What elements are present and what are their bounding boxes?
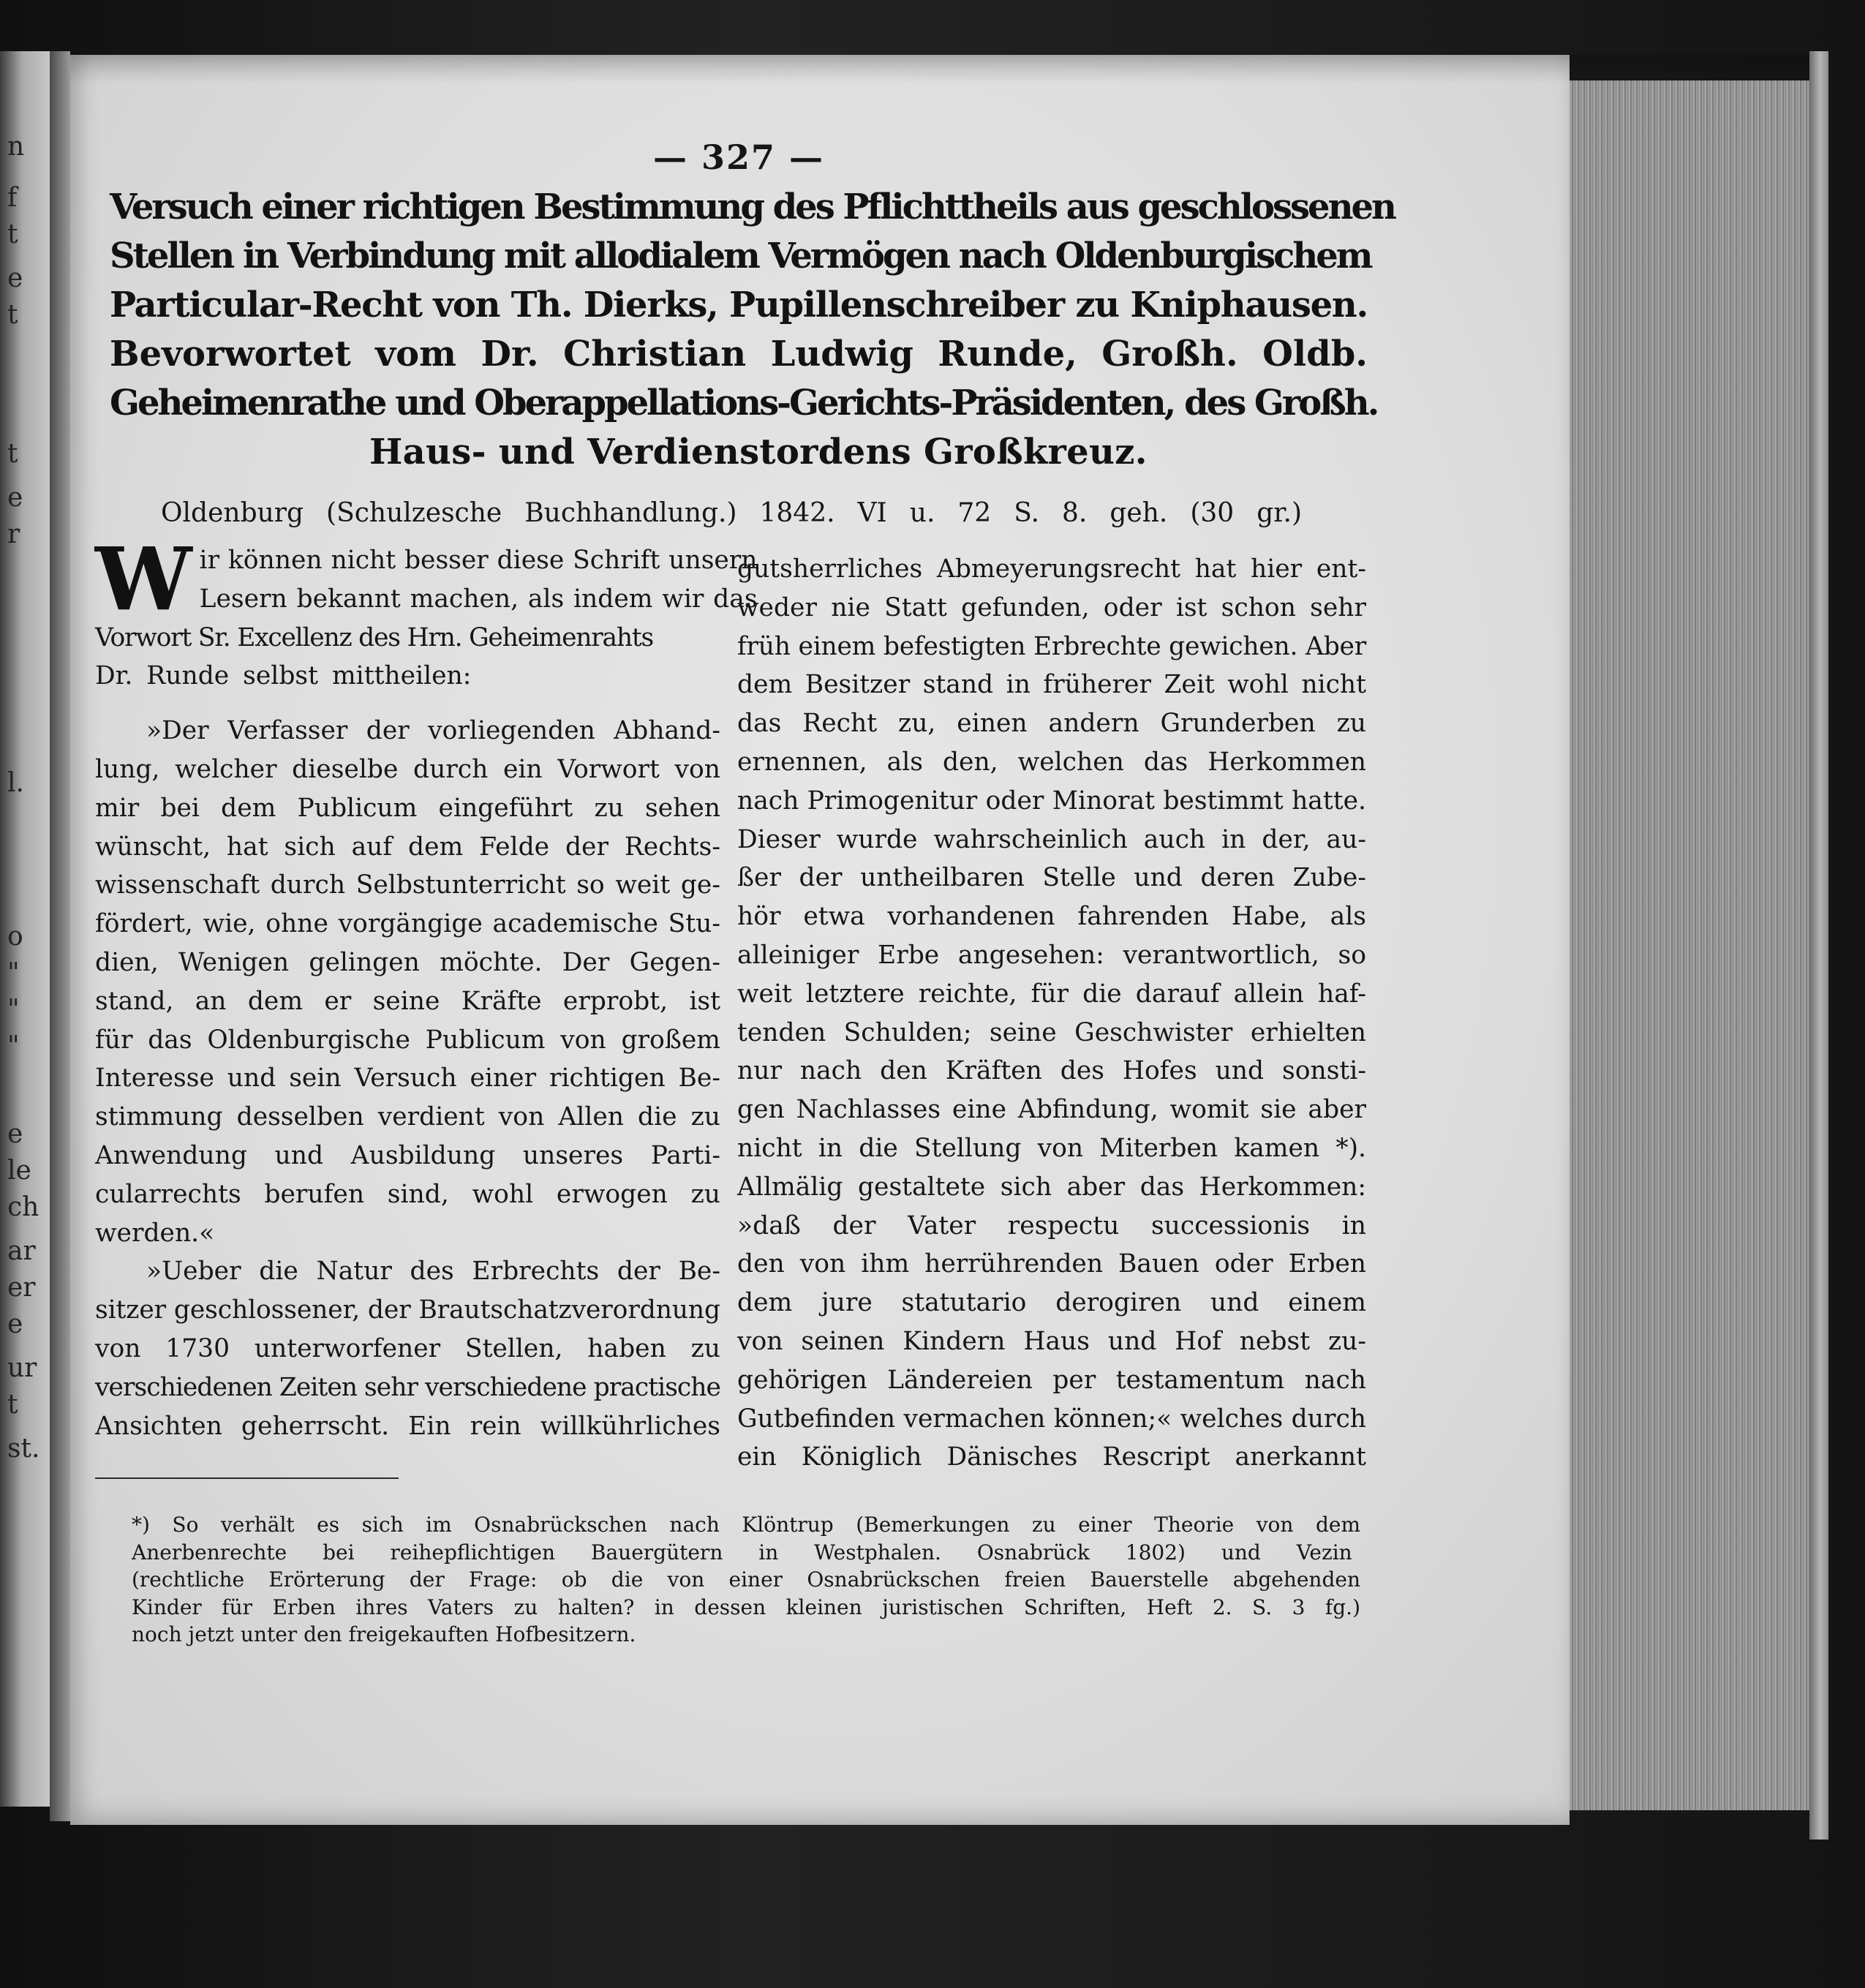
text-line: dien, Wenigen gelingen möchte. Der Gegen- [95,947,720,977]
margin-fragment: e [7,1119,23,1149]
margin-fragment: t [7,439,18,469]
text-line: mir bei dem Publicum eingeführt zu sehen [95,793,720,823]
text-line: sitzer geschlossener, der Brautschatzverordnung [95,1295,720,1325]
text-line: Dieser wurde wahrscheinlich auch in der, au- [737,824,1366,854]
text-line: gutsherrliches Abmeyerungsrecht hat hier ent- [737,554,1366,584]
text-line: gehörigen Ländereien per testamentum nach [737,1365,1366,1395]
text-line: gen Nachlasses eine Abfindung, womit sie aber [737,1095,1366,1125]
text-line: von 1730 unterworfener Stellen, haben zu [95,1333,720,1363]
text-line: ein Königlich Dänisches Rescript anerkannt [737,1442,1366,1472]
margin-fragment: le [7,1156,31,1186]
text-line: verschiedenen Zeiten sehr verschiedene practische [95,1372,720,1402]
text-line: stand, an dem er seine Kräfte erprobt, ist [95,986,720,1016]
text-line: von seinen Kindern Haus und Hof nebst zu- [737,1326,1366,1356]
text-line: nicht in die Stellung von Miterben kamen *). [737,1133,1366,1163]
margin-fragment: " [7,1031,20,1061]
left-column [95,528,758,1445]
title-line: Geheimenrathe und Oberappellations-Gerichts-Präsidenten, des Großh. [110,383,1378,423]
margin-fragment: t [7,219,18,249]
imprint-line: Oldenburg (Schulzesche Buchhandlung.) 1842. VI u. 72 S. 8. geh. (30 gr.) [161,498,1302,528]
text-line: das Recht zu, einen andern Grunderben zu [737,709,1366,739]
title-line: Versuch einer richtigen Bestimmung des Pflichttheils aus geschlossenen [110,187,1395,227]
title-line: Particular-Recht von Th. Dierks, Pupillenschreiber zu Kniphausen. [110,285,1368,325]
book-cover-edge [1809,51,1828,1840]
text-line: weit letztere reichte, für die darauf allein haf- [737,979,1366,1009]
text-line: stimmung desselben verdient von Allen die zu [95,1102,720,1132]
text-line: »Der Verfasser der vorliegenden Abhand- [146,716,720,746]
text-line: lung, welcher dieselbe durch ein Vorwort von [95,754,720,784]
right-column [737,550,1366,1477]
text-line: Lesern bekannt machen, als indem wir das [199,584,758,614]
margin-fragment: er [7,1273,36,1303]
margin-fragment: o [7,922,23,952]
title-line: Bevorwortet vom Dr. Christian Ludwig Runde, Großh. Oldb. [110,334,1368,374]
margin-fragment: ar [7,1236,36,1266]
footnote [132,1511,1360,1649]
text-line: Interesse und sein Versuch einer richtigen Be- [95,1063,720,1093]
text-line: Allmälig gestaltete sich aber das Herkommen: [737,1172,1366,1202]
margin-fragment: e [7,483,23,513]
left-page-strip [0,51,50,1807]
page-number: — 327 — [652,138,825,177]
text-line: weder nie Statt gefunden, oder ist schon sehr [737,592,1366,622]
margin-fragment: st. [7,1434,40,1464]
text-line: tenden Schulden; seine Geschwister erhielten [737,1017,1366,1047]
margin-fragment: r [7,519,20,549]
text-line: ir können nicht besser diese Schrift unsern [199,546,758,575]
text-line: Dr. Runde selbst mittheilen: [95,661,472,691]
title-block [110,183,1395,477]
margin-fragment: l. [7,768,24,798]
text-line: Gutbefinden vermachen können;« welches durch [737,1404,1366,1434]
footnote-line: Kinder für Erben ihres Vaters zu halten? in dessen kleinen juristischen Schriften, Heft 2. S. 3 fg.) [132,1594,1360,1619]
intro-paragraph [95,528,758,696]
text-line: hör etwa vorhandenen fahrenden Habe, als [737,902,1366,932]
drop-cap: W [95,528,192,630]
text-line: Ansichten geherrscht. Ein rein willkührliches [95,1411,720,1441]
title-line: Haus- und Verdienstordens Großkreuz. [369,432,1148,472]
left-page-margin-text [0,51,50,1807]
margin-fragment: f [7,183,18,213]
page-edges [1570,80,1809,1810]
text-line: Vorwort Sr. Excellenz des Hrn. Geheimenrahts [95,622,653,652]
footnote-line: *) So verhält es sich im Osnabrückschen nach Klöntrup (Bemerkungen zu einer Theorie von dem [132,1513,1360,1537]
quote-paragraph-1 [95,712,720,1252]
text-line: »Ueber die Natur des Erbrechts der Be- [146,1257,720,1287]
text-line: cularrechts berufen sind, wohl erwogen zu [95,1179,720,1209]
text-line: wissenschaft durch Selbstunterricht so weit ge- [95,870,720,900]
margin-fragment: ch [7,1192,39,1222]
text-line: nur nach den Kräften des Hofes und sonsti- [737,1056,1366,1086]
footnote-rule [95,1477,399,1479]
text-line: dem jure statutario derogiren und einem [737,1288,1366,1318]
text-line: den von ihm herrührenden Bauen oder Erben [737,1249,1366,1279]
text-line: fördert, wie, ohne vorgängige academische Stu- [95,909,720,939]
margin-fragment: ur [7,1353,37,1383]
text-line: »daß der Vater respectu successionis in [737,1211,1366,1240]
text-line: ßer der untheilbaren Stelle und deren Zube- [737,863,1366,893]
margin-fragment: t [7,300,18,330]
title-line: Stellen in Verbindung mit allodialem Vermögen nach Oldenburgischem [110,236,1371,276]
margin-fragment: e [7,1309,23,1339]
margin-fragment: n [7,132,25,162]
text-line: werden.« [95,1218,215,1248]
footnote-line: (rechtliche Erörterung der Frage: ob die von einer Osnabrückschen freien Bauerstelle abgehenden [132,1567,1360,1592]
quote-paragraph-2 [95,1252,720,1445]
footnote-line: Anerbenrechte bei reihepflichtigen Bauergütern in Westphalen. Osnabrück 1802) und Vezin [132,1540,1352,1565]
margin-fragment: " [7,958,20,988]
text-line: Anwendung und Ausbildung unseres Parti- [95,1140,720,1170]
text-line: für das Oldenburgische Publicum von großem [95,1025,720,1055]
footnote-line: noch jetzt unter den freigekauften Hofbesitzern. [132,1622,636,1646]
margin-fragment: e [7,263,23,293]
margin-fragment: " [7,995,20,1025]
text-line: ernennen, als den, welchen das Herkommen [737,747,1366,777]
text-line: früh einem befestigten Erbrechte gewichen. Aber [737,631,1366,661]
text-line: alleiniger Erbe angesehen: verantwortlich, so [737,940,1366,970]
text-line: wünscht, hat sich auf dem Felde der Rechts- [95,832,720,862]
text-line: dem Besitzer stand in früherer Zeit wohl nicht [737,670,1366,700]
book-gutter [50,51,70,1821]
text-line: nach Primogenitur oder Minorat bestimmt hatte. [737,786,1366,816]
margin-fragment: t [7,1390,18,1420]
